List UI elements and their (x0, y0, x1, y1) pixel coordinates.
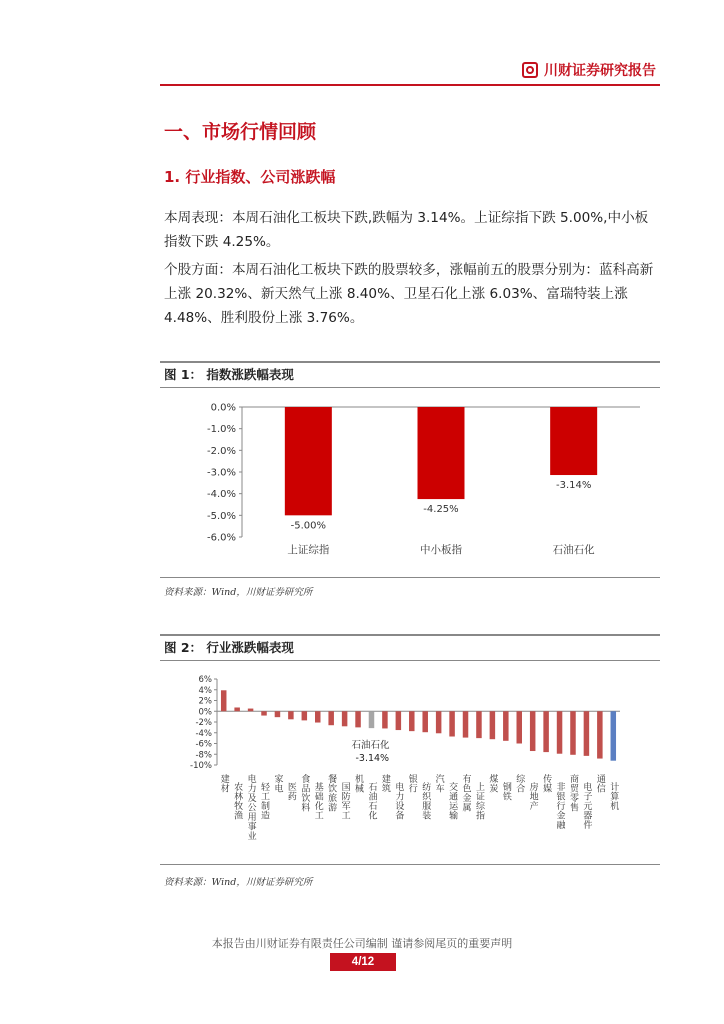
x-tick-label: 有色金属 (460, 774, 471, 812)
y-tick-label: -8% (195, 750, 212, 761)
bar (369, 711, 375, 728)
data-label: -3.14% (555, 480, 592, 492)
x-tick-label: 农林牧渔 (232, 782, 243, 820)
y-tick-label: -10% (190, 761, 212, 771)
brand-name: 川财证券研究报告 (544, 63, 656, 79)
x-tick-label: 石油石化 (366, 782, 377, 820)
y-tick-label: -2% (195, 718, 212, 728)
x-tick-label: 综合 (514, 774, 525, 793)
y-tick-label: -6.0% (206, 532, 236, 544)
y-tick-label: -2.0% (206, 445, 236, 457)
bar (490, 711, 496, 739)
x-tick-label: 建筑 (379, 774, 390, 793)
bar (543, 711, 549, 752)
bar (234, 707, 240, 711)
bar (328, 711, 334, 725)
bar (570, 711, 576, 755)
bar (530, 711, 536, 751)
x-tick-label: 汽车 (433, 774, 444, 793)
annotation-label: 石油石化 (351, 740, 390, 752)
y-tick-label: -5.0% (206, 510, 236, 522)
x-tick-label: 非银行金融 (554, 782, 565, 830)
subsection-title: 1. 行业指数、公司涨跌幅 (164, 168, 336, 186)
y-tick-label: -3.0% (206, 467, 236, 479)
x-tick-label: 轻工制造 (259, 782, 270, 820)
x-tick-label: 基础化工 (312, 782, 323, 820)
y-tick-label: 6% (198, 675, 212, 685)
figure-2-title (160, 634, 660, 661)
y-tick-label: -4% (195, 728, 212, 739)
industry-change-chart (160, 665, 660, 860)
bar (342, 711, 348, 726)
x-tick-label: 家电 (272, 774, 283, 793)
y-tick-label: -4.0% (206, 489, 236, 501)
bar (315, 711, 321, 722)
bar (275, 711, 281, 717)
x-tick-label: 建材 (218, 774, 229, 793)
x-tick-label: 计算机 (608, 782, 619, 811)
x-tick-label: 电子元器件 (581, 782, 592, 830)
page-header (160, 56, 660, 86)
bar (584, 711, 590, 756)
figure-1-source: 资料来源：Wind，川财证券研究所 (164, 587, 313, 598)
figure-2-title-text: 图 2： 行业涨跌幅表现 (164, 640, 294, 655)
x-tick-label: 商贸零售 (567, 774, 578, 812)
bar (611, 711, 617, 760)
figure-1-title (160, 361, 660, 388)
brand-logo-icon (522, 62, 538, 78)
x-tick-label: 银行 (406, 774, 417, 793)
index-change-chart (160, 390, 660, 570)
bar (463, 711, 469, 737)
bar (449, 711, 455, 736)
figure-2-bottom-rule (160, 864, 660, 865)
x-tick-label: 煤炭 (487, 774, 498, 793)
x-tick-label: 房地产 (527, 782, 538, 811)
x-tick-label: 传媒 (541, 774, 552, 793)
x-tick-label: 国防军工 (339, 782, 350, 820)
y-tick-label: 4% (198, 685, 212, 696)
bar (476, 711, 482, 738)
bar (418, 407, 465, 499)
x-tick-label: 电力及公用事业 (245, 774, 256, 841)
bar (550, 407, 597, 475)
figure-1-title-text: 图 1： 指数涨跌幅表现 (164, 367, 294, 382)
bar (422, 711, 428, 732)
bar (517, 711, 523, 743)
x-tick-label: 上证综指 (287, 544, 330, 556)
bar (436, 711, 442, 733)
bar (409, 711, 415, 731)
annotation-value: -3.14% (355, 753, 390, 765)
bar (288, 711, 294, 719)
figure-1-bottom-rule (160, 577, 660, 578)
bar (261, 711, 267, 715)
x-tick-label: 食品饮料 (299, 774, 310, 812)
bar (285, 407, 332, 515)
x-tick-label: 上证综指 (473, 782, 484, 820)
brand (522, 60, 656, 80)
bar (557, 711, 563, 753)
x-tick-label: 石油石化 (552, 544, 595, 556)
x-tick-label: 电力设备 (393, 782, 404, 820)
y-tick-label: 0% (198, 707, 212, 718)
bar (503, 711, 509, 741)
bar (248, 709, 254, 712)
x-tick-label: 通信 (594, 774, 605, 793)
bar (382, 711, 388, 728)
x-tick-label: 钢铁 (500, 782, 511, 801)
data-label: -4.25% (423, 504, 459, 516)
x-tick-label: 机械 (353, 774, 364, 793)
bar (597, 711, 603, 758)
bar (302, 711, 308, 720)
y-tick-label: -1.0% (206, 424, 236, 436)
x-tick-label: 中小板指 (420, 544, 462, 556)
x-tick-label: 交通运输 (447, 782, 458, 820)
paragraph-stocks: 个股方面：本周石油化工板块下跌的股票较多，涨幅前五的股票分别为：蓝科高新上涨 20.32%、新天然气上涨 8.40%、卫星石化上涨 6.03%、富瑞特装上涨 4.48%、胜利股份上涨 3.76%。 (164, 262, 654, 326)
x-tick-label: 餐饮旅游 (326, 774, 337, 812)
x-tick-label: 纺织服装 (420, 782, 431, 820)
bar (355, 711, 361, 727)
page-number: 4/12 (330, 953, 396, 971)
data-label: -5.00% (290, 520, 327, 532)
paragraph-weekly-performance: 本周表现：本周石油化工板块下跌,跌幅为 3.14%。上证综指下跌 5.00%,中小板指数下跌 4.25%。 (164, 210, 649, 250)
y-tick-label: 0.0% (210, 402, 236, 414)
figure-2-source: 资料来源：Wind，川财证券研究所 (164, 877, 313, 888)
x-tick-label: 医药 (285, 782, 296, 801)
y-tick-label: 2% (198, 696, 212, 707)
bar (221, 690, 227, 711)
section-title: 一、市场行情回顾 (164, 121, 317, 143)
footer-disclaimer: 本报告由川财证券有限责任公司编制 谨请参阅尾页的重要声明 (211, 937, 513, 950)
y-tick-label: -6% (195, 739, 212, 750)
bar (396, 711, 402, 730)
